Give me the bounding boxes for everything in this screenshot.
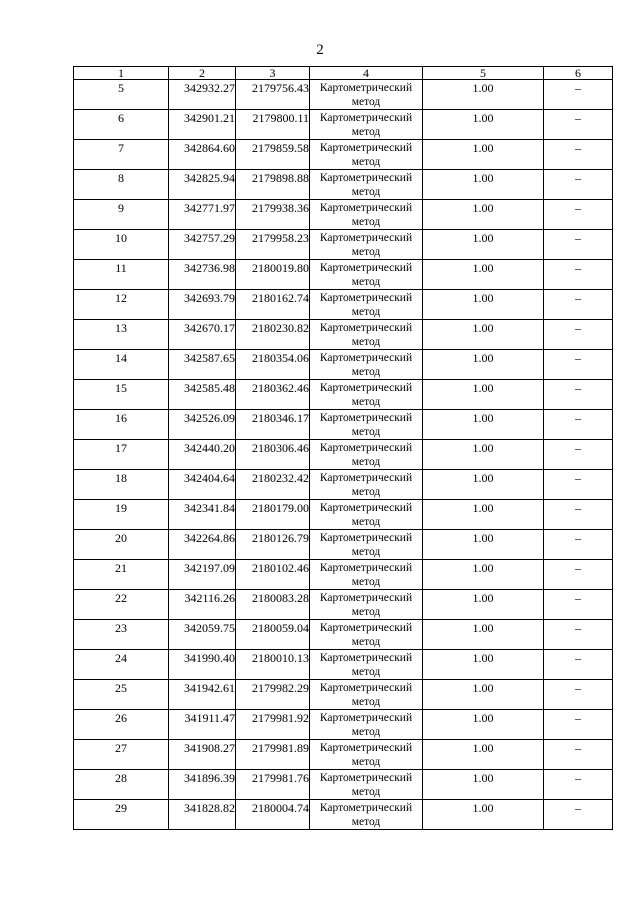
note-cell: – bbox=[544, 290, 613, 320]
accuracy-cell: 1.00 bbox=[423, 110, 544, 140]
point-number-cell: 29 bbox=[74, 800, 169, 830]
y-coordinate-cell: 2180230.82 bbox=[236, 320, 310, 350]
x-coordinate-cell: 341990.40 bbox=[169, 650, 236, 680]
point-number-cell: 19 bbox=[74, 500, 169, 530]
table-row bbox=[74, 800, 613, 830]
note-cell: – bbox=[544, 410, 613, 440]
note-cell: – bbox=[544, 590, 613, 620]
note-cell: – bbox=[544, 230, 613, 260]
method-cell: Картометрический метод bbox=[310, 710, 423, 740]
accuracy-cell: 1.00 bbox=[423, 680, 544, 710]
y-coordinate-cell: 2180362.46 bbox=[236, 380, 310, 410]
accuracy-cell: 1.00 bbox=[423, 710, 544, 740]
note-cell: – bbox=[544, 200, 613, 230]
x-coordinate-cell: 342587.65 bbox=[169, 350, 236, 380]
point-number-cell: 9 bbox=[74, 200, 169, 230]
note-cell: – bbox=[544, 320, 613, 350]
point-number-cell: 24 bbox=[74, 650, 169, 680]
note-cell: – bbox=[544, 80, 613, 110]
y-coordinate-cell: 2179800.11 bbox=[236, 110, 310, 140]
method-cell: Картометрический метод bbox=[310, 800, 423, 830]
x-coordinate-cell: 342404.64 bbox=[169, 470, 236, 500]
x-coordinate-cell: 342341.84 bbox=[169, 500, 236, 530]
method-cell: Картометрический метод bbox=[310, 650, 423, 680]
y-coordinate-cell: 2179938.36 bbox=[236, 200, 310, 230]
table-row bbox=[74, 410, 613, 440]
accuracy-cell: 1.00 bbox=[423, 770, 544, 800]
header-cell-1: 1 bbox=[74, 67, 169, 80]
note-cell: – bbox=[544, 620, 613, 650]
header-cell-2: 2 bbox=[169, 67, 236, 80]
point-number-cell: 14 bbox=[74, 350, 169, 380]
note-cell: – bbox=[544, 170, 613, 200]
header-cell-5: 5 bbox=[423, 67, 544, 80]
table-row bbox=[74, 290, 613, 320]
method-cell: Картометрический метод bbox=[310, 770, 423, 800]
point-number-cell: 27 bbox=[74, 740, 169, 770]
x-coordinate-cell: 341942.61 bbox=[169, 680, 236, 710]
method-cell: Картометрический метод bbox=[310, 350, 423, 380]
method-cell: Картометрический метод bbox=[310, 500, 423, 530]
x-coordinate-cell: 342440.20 bbox=[169, 440, 236, 470]
note-cell: – bbox=[544, 740, 613, 770]
table-header-row bbox=[74, 67, 613, 80]
x-coordinate-cell: 342825.94 bbox=[169, 170, 236, 200]
coordinates-table bbox=[73, 66, 613, 830]
y-coordinate-cell: 2179982.29 bbox=[236, 680, 310, 710]
x-coordinate-cell: 342059.75 bbox=[169, 620, 236, 650]
table-row bbox=[74, 470, 613, 500]
note-cell: – bbox=[544, 650, 613, 680]
x-coordinate-cell: 342757.29 bbox=[169, 230, 236, 260]
point-number-cell: 8 bbox=[74, 170, 169, 200]
point-number-cell: 28 bbox=[74, 770, 169, 800]
y-coordinate-cell: 2179898.88 bbox=[236, 170, 310, 200]
x-coordinate-cell: 341828.82 bbox=[169, 800, 236, 830]
table-row bbox=[74, 170, 613, 200]
y-coordinate-cell: 2180232.42 bbox=[236, 470, 310, 500]
note-cell: – bbox=[544, 680, 613, 710]
table-row bbox=[74, 530, 613, 560]
y-coordinate-cell: 2179981.76 bbox=[236, 770, 310, 800]
y-coordinate-cell: 2179981.89 bbox=[236, 740, 310, 770]
y-coordinate-cell: 2180179.00 bbox=[236, 500, 310, 530]
y-coordinate-cell: 2180162.74 bbox=[236, 290, 310, 320]
method-cell: Картометрический метод bbox=[310, 290, 423, 320]
note-cell: – bbox=[544, 800, 613, 830]
accuracy-cell: 1.00 bbox=[423, 620, 544, 650]
accuracy-cell: 1.00 bbox=[423, 410, 544, 440]
accuracy-cell: 1.00 bbox=[423, 800, 544, 830]
note-cell: – bbox=[544, 530, 613, 560]
point-number-cell: 12 bbox=[74, 290, 169, 320]
x-coordinate-cell: 342197.09 bbox=[169, 560, 236, 590]
table-row bbox=[74, 380, 613, 410]
table-row bbox=[74, 620, 613, 650]
accuracy-cell: 1.00 bbox=[423, 470, 544, 500]
y-coordinate-cell: 2180059.04 bbox=[236, 620, 310, 650]
point-number-cell: 16 bbox=[74, 410, 169, 440]
x-coordinate-cell: 342116.26 bbox=[169, 590, 236, 620]
header-cell-4: 4 bbox=[310, 67, 423, 80]
point-number-cell: 20 bbox=[74, 530, 169, 560]
x-coordinate-cell: 341896.39 bbox=[169, 770, 236, 800]
method-cell: Картометрический метод bbox=[310, 560, 423, 590]
point-number-cell: 22 bbox=[74, 590, 169, 620]
y-coordinate-cell: 2180346.17 bbox=[236, 410, 310, 440]
point-number-cell: 7 bbox=[74, 140, 169, 170]
y-coordinate-cell: 2179756.43 bbox=[236, 80, 310, 110]
y-coordinate-cell: 2179981.92 bbox=[236, 710, 310, 740]
y-coordinate-cell: 2180010.13 bbox=[236, 650, 310, 680]
table-row bbox=[74, 710, 613, 740]
accuracy-cell: 1.00 bbox=[423, 560, 544, 590]
point-number-cell: 6 bbox=[74, 110, 169, 140]
note-cell: – bbox=[544, 560, 613, 590]
x-coordinate-cell: 341908.27 bbox=[169, 740, 236, 770]
note-cell: – bbox=[544, 260, 613, 290]
note-cell: – bbox=[544, 380, 613, 410]
y-coordinate-cell: 2180083.28 bbox=[236, 590, 310, 620]
accuracy-cell: 1.00 bbox=[423, 440, 544, 470]
y-coordinate-cell: 2180306.46 bbox=[236, 440, 310, 470]
method-cell: Картометрический метод bbox=[310, 170, 423, 200]
y-coordinate-cell: 2180102.46 bbox=[236, 560, 310, 590]
accuracy-cell: 1.00 bbox=[423, 500, 544, 530]
table-row bbox=[74, 320, 613, 350]
point-number-cell: 17 bbox=[74, 440, 169, 470]
point-number-cell: 15 bbox=[74, 380, 169, 410]
accuracy-cell: 1.00 bbox=[423, 350, 544, 380]
x-coordinate-cell: 341911.47 bbox=[169, 710, 236, 740]
point-number-cell: 21 bbox=[74, 560, 169, 590]
table-row bbox=[74, 110, 613, 140]
x-coordinate-cell: 342736.98 bbox=[169, 260, 236, 290]
method-cell: Картометрический метод bbox=[310, 80, 423, 110]
method-cell: Картометрический метод bbox=[310, 230, 423, 260]
method-cell: Картометрический метод bbox=[310, 530, 423, 560]
method-cell: Картометрический метод bbox=[310, 620, 423, 650]
x-coordinate-cell: 342932.27 bbox=[169, 80, 236, 110]
x-coordinate-cell: 342693.79 bbox=[169, 290, 236, 320]
accuracy-cell: 1.00 bbox=[423, 590, 544, 620]
method-cell: Картометрический метод bbox=[310, 680, 423, 710]
point-number-cell: 18 bbox=[74, 470, 169, 500]
table-row bbox=[74, 500, 613, 530]
note-cell: – bbox=[544, 440, 613, 470]
header-cell-6: 6 bbox=[544, 67, 613, 80]
x-coordinate-cell: 342901.21 bbox=[169, 110, 236, 140]
note-cell: – bbox=[544, 770, 613, 800]
accuracy-cell: 1.00 bbox=[423, 200, 544, 230]
method-cell: Картометрический метод bbox=[310, 410, 423, 440]
table-body bbox=[74, 80, 613, 830]
y-coordinate-cell: 2180126.79 bbox=[236, 530, 310, 560]
accuracy-cell: 1.00 bbox=[423, 170, 544, 200]
accuracy-cell: 1.00 bbox=[423, 740, 544, 770]
accuracy-cell: 1.00 bbox=[423, 80, 544, 110]
table-row bbox=[74, 440, 613, 470]
accuracy-cell: 1.00 bbox=[423, 290, 544, 320]
method-cell: Картометрический метод bbox=[310, 260, 423, 290]
table-row bbox=[74, 770, 613, 800]
x-coordinate-cell: 342670.17 bbox=[169, 320, 236, 350]
accuracy-cell: 1.00 bbox=[423, 530, 544, 560]
x-coordinate-cell: 342264.86 bbox=[169, 530, 236, 560]
table-row bbox=[74, 350, 613, 380]
method-cell: Картометрический метод bbox=[310, 380, 423, 410]
method-cell: Картометрический метод bbox=[310, 740, 423, 770]
accuracy-cell: 1.00 bbox=[423, 320, 544, 350]
y-coordinate-cell: 2180004.74 bbox=[236, 800, 310, 830]
accuracy-cell: 1.00 bbox=[423, 230, 544, 260]
method-cell: Картометрический метод bbox=[310, 470, 423, 500]
y-coordinate-cell: 2180354.06 bbox=[236, 350, 310, 380]
table-row bbox=[74, 200, 613, 230]
y-coordinate-cell: 2180019.80 bbox=[236, 260, 310, 290]
method-cell: Картометрический метод bbox=[310, 320, 423, 350]
method-cell: Картометрический метод bbox=[310, 200, 423, 230]
y-coordinate-cell: 2179859.58 bbox=[236, 140, 310, 170]
table-row bbox=[74, 740, 613, 770]
table-row bbox=[74, 230, 613, 260]
y-coordinate-cell: 2179958.23 bbox=[236, 230, 310, 260]
method-cell: Картометрический метод bbox=[310, 590, 423, 620]
table-row bbox=[74, 590, 613, 620]
table-row bbox=[74, 650, 613, 680]
method-cell: Картометрический метод bbox=[310, 110, 423, 140]
table-row bbox=[74, 560, 613, 590]
note-cell: – bbox=[544, 140, 613, 170]
table-row bbox=[74, 140, 613, 170]
accuracy-cell: 1.00 bbox=[423, 140, 544, 170]
accuracy-cell: 1.00 bbox=[423, 650, 544, 680]
point-number-cell: 10 bbox=[74, 230, 169, 260]
note-cell: – bbox=[544, 350, 613, 380]
point-number-cell: 23 bbox=[74, 620, 169, 650]
accuracy-cell: 1.00 bbox=[423, 380, 544, 410]
note-cell: – bbox=[544, 500, 613, 530]
table-row bbox=[74, 260, 613, 290]
accuracy-cell: 1.00 bbox=[423, 260, 544, 290]
table-row bbox=[74, 680, 613, 710]
point-number-cell: 26 bbox=[74, 710, 169, 740]
method-cell: Картометрический метод bbox=[310, 140, 423, 170]
method-cell: Картометрический метод bbox=[310, 440, 423, 470]
note-cell: – bbox=[544, 470, 613, 500]
point-number-cell: 25 bbox=[74, 680, 169, 710]
x-coordinate-cell: 342526.09 bbox=[169, 410, 236, 440]
note-cell: – bbox=[544, 110, 613, 140]
x-coordinate-cell: 342585.48 bbox=[169, 380, 236, 410]
point-number-cell: 11 bbox=[74, 260, 169, 290]
page-number: 2 bbox=[316, 42, 324, 58]
table-row bbox=[74, 80, 613, 110]
header-cell-3: 3 bbox=[236, 67, 310, 80]
x-coordinate-cell: 342771.97 bbox=[169, 200, 236, 230]
point-number-cell: 13 bbox=[74, 320, 169, 350]
point-number-cell: 5 bbox=[74, 80, 169, 110]
note-cell: – bbox=[544, 710, 613, 740]
x-coordinate-cell: 342864.60 bbox=[169, 140, 236, 170]
